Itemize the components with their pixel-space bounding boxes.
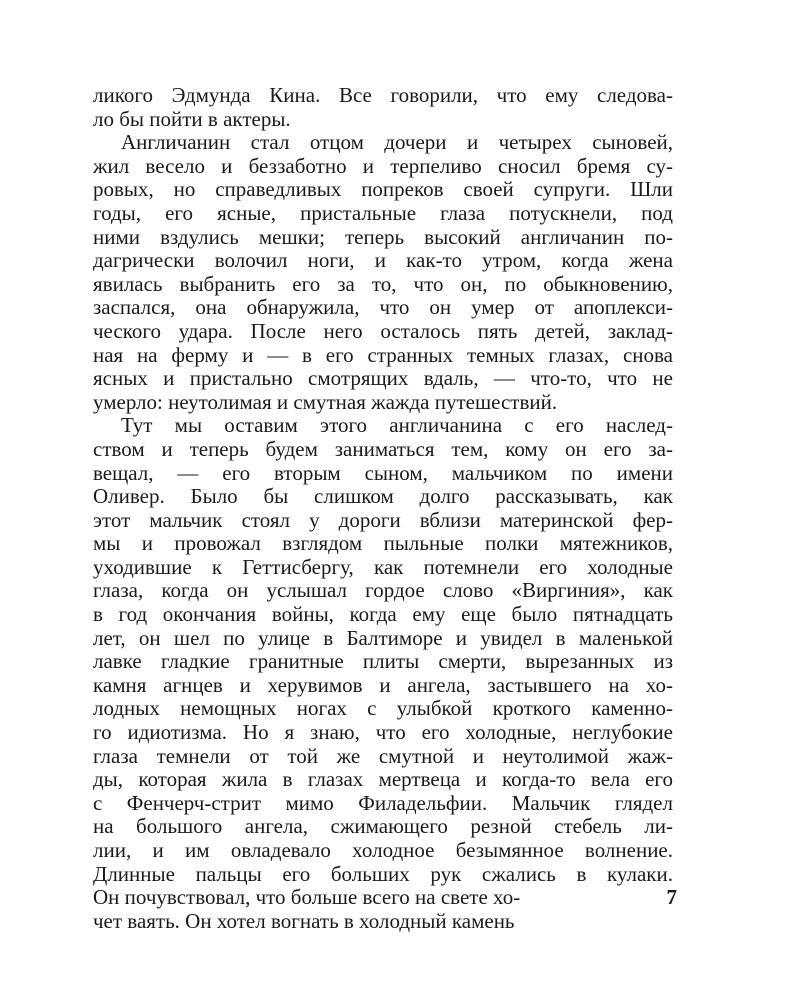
text-line: чет ваять. Он хотел вогнать в холодный камень <box>93 908 515 933</box>
text-line: явилась выбранить его за то, что он, по обыкновению, <box>93 271 673 296</box>
text-line: годы, его ясные, пристальные глаза потускнели, под <box>93 200 673 225</box>
text-line: ними вздулись мешки; теперь высокий англичанин по- <box>93 224 673 249</box>
text-line: Англичанин стал отцом дочери и четырех сыновей, <box>121 130 673 155</box>
text-line: ческого удара. После него осталось пять детей, заклад- <box>93 318 673 343</box>
text-line: ная на ферму и — в его странных темных глазах, снова <box>93 342 673 367</box>
text-line: на большого ангела, сжимающего резной стебель ли- <box>93 814 673 839</box>
text-line: камня агнцев и херувимов и ангела, застывшего на хо- <box>93 672 673 697</box>
text-line: лет, он шел по улице в Балтиморе и увидел в маленькой <box>93 625 673 650</box>
page-number: 7 <box>666 885 677 909</box>
text-line: вещал, — его вторым сыном, мальчиком по имени <box>93 460 673 485</box>
text-line: ровых, но справедливых попреков своей супруги. Шли <box>93 177 673 202</box>
text-line: ликого Эдмунда Кина. Все говорили, что ему следова- <box>93 83 673 107</box>
text-line: Длинные пальцы его больших рук сжались в кулаки. <box>93 861 673 886</box>
text-line: лавке гладкие гранитные плиты смерти, вырезанных из <box>93 649 673 674</box>
text-line: го идиотизма. Но я знаю, что его холодные, неглубокие <box>93 720 673 745</box>
text-line: уходившие к Геттисбергу, как потемнели его холодные <box>93 554 673 579</box>
text-line: ством и теперь будем заниматься тем, кому он его за- <box>93 436 673 461</box>
text-line: ды, которая жила в глазах мертвеца и когда-то вела его <box>93 767 673 792</box>
text-line: ло бы пойти в актеры. <box>93 106 291 131</box>
text-line: с Фенчерч-стрит мимо Филадельфии. Мальчик глядел <box>93 790 673 815</box>
text-line: дагрически волочил ноги, и как-то утром, когда жена <box>93 248 673 273</box>
text-line: мы и провожал взглядом пыльные полки мятежников, <box>93 531 673 556</box>
text-line: Тут мы оставим этого англичанина с его наслед- <box>121 413 673 438</box>
text-line: лии, и им овладевало холодное безымянное волнение. <box>93 838 673 862</box>
text-line: глаза, когда он услышал гордое слово «Виргиния», как <box>93 578 673 603</box>
text-line: Он почувствовал, что больше всего на свете хо- <box>93 885 521 910</box>
text-line: в год окончания войны, когда ему еще было пятнадцать <box>93 602 673 627</box>
text-line: ясных и пристально смотрящих вдаль, — что-то, что не <box>93 366 673 391</box>
text-line: этот мальчик стоял у дороги вблизи материнской фер- <box>93 507 673 532</box>
text-line: Оливер. Было бы слишком долго рассказывать, как <box>93 484 673 509</box>
text-line: заспался, она обнаружила, что он умер от апоплекси- <box>93 295 673 320</box>
text-line: лодных немощных ногах с улыбкой кроткого каменно- <box>93 696 673 721</box>
text-line: жил весело и беззаботно и терпеливо сносил бремя су- <box>93 153 673 178</box>
text-line: умерло: неутолимая и смутная жажда путешествий. <box>93 389 558 414</box>
body-text <box>93 84 673 933</box>
text-line: глаза темнели от той же смутной и неутолимой жаж- <box>93 743 673 768</box>
